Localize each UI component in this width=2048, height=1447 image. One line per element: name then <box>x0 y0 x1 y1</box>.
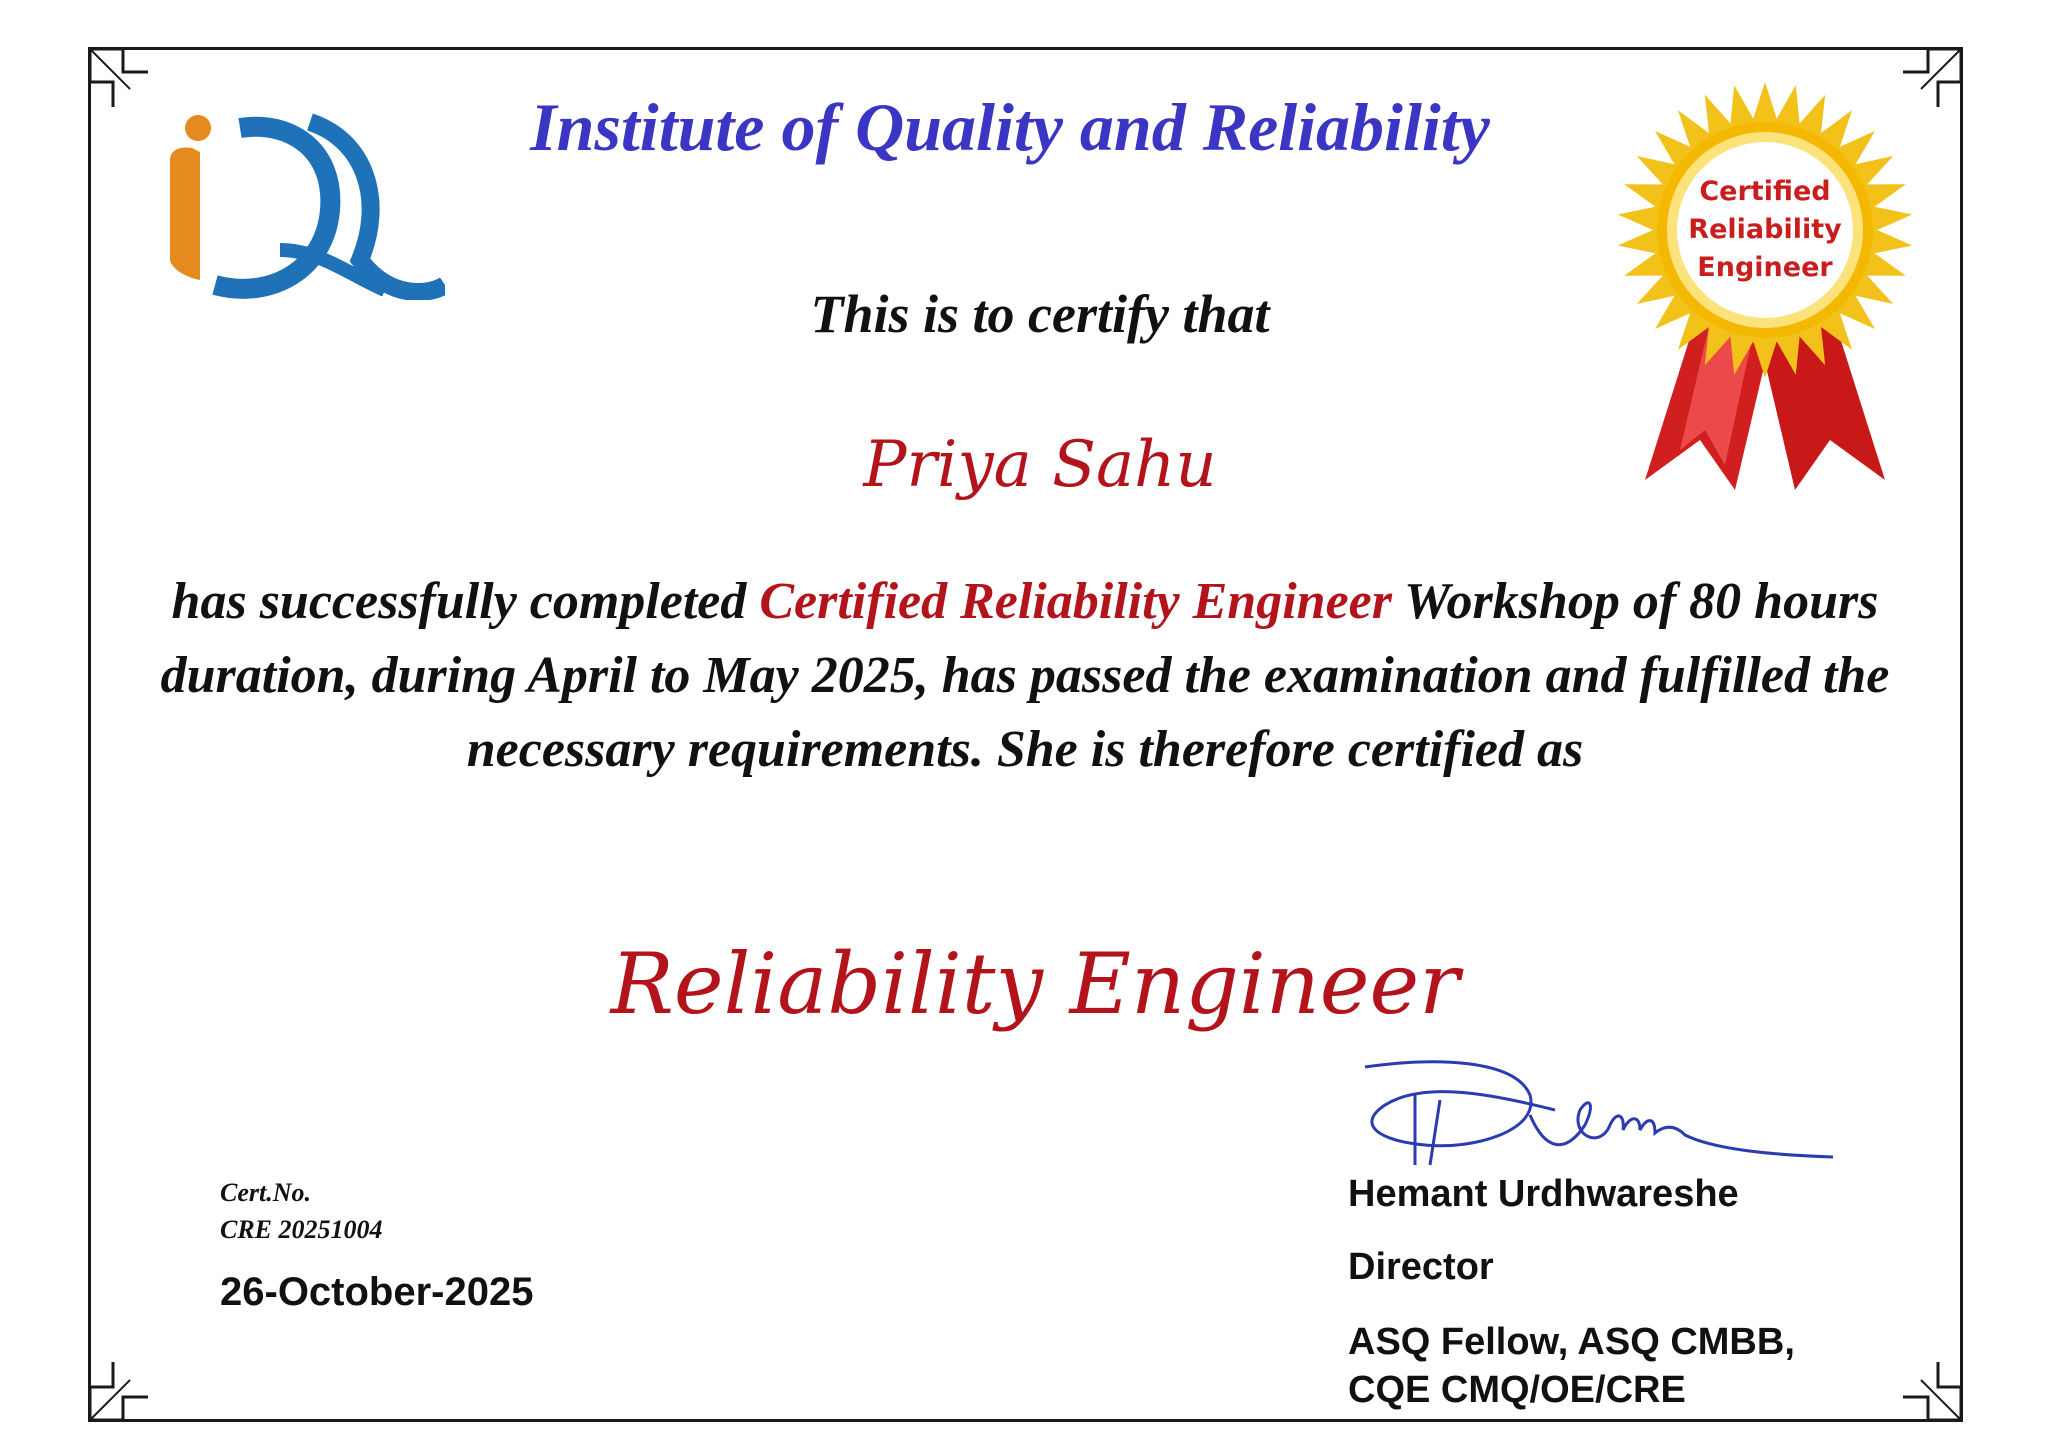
issue-date: 26-October-2025 <box>220 1270 534 1314</box>
institute-name: Institute of Quality and Reliability <box>530 89 1490 165</box>
badge-label <box>1605 173 1925 287</box>
signer-credentials <box>1348 1318 1908 1414</box>
certify-intro: This is to certify that <box>810 284 1270 344</box>
awarded-title: Reliability Engineer <box>610 935 1460 1033</box>
signer-name: Hemant Urdhwareshe <box>1348 1173 1739 1215</box>
badge-line-certified: Certified <box>1699 176 1831 207</box>
course-name: Certified Reliability Engineer <box>759 573 1392 630</box>
corner-ornament-bottom-left <box>88 1322 188 1422</box>
signer-role: Director <box>1348 1246 1494 1288</box>
cert-number: CRE 20251004 <box>220 1215 383 1244</box>
signer-credentials-line2: CQE CMQ/OE/CRE <box>1348 1369 1686 1411</box>
director-signature <box>1355 1055 1835 1185</box>
certified-badge <box>1605 70 1925 490</box>
certification-statement <box>110 565 1940 787</box>
badge-line-engineer: Engineer <box>1697 252 1833 283</box>
statement-prefix: has successfully completed <box>171 573 760 630</box>
recipient-name: Priya Sahu <box>863 428 1217 502</box>
cert-number-label: Cert.No. <box>220 1178 311 1207</box>
badge-line-reliability: Reliability <box>1688 214 1842 245</box>
signer-credentials-line1: ASQ Fellow, ASQ CMBB, <box>1348 1321 1795 1363</box>
statement-suffix: Workshop of 80 hours duration, during April to May 2025, has passed the examination and fulfilled the necessary requirements. She is therefore certified as <box>160 573 1890 778</box>
